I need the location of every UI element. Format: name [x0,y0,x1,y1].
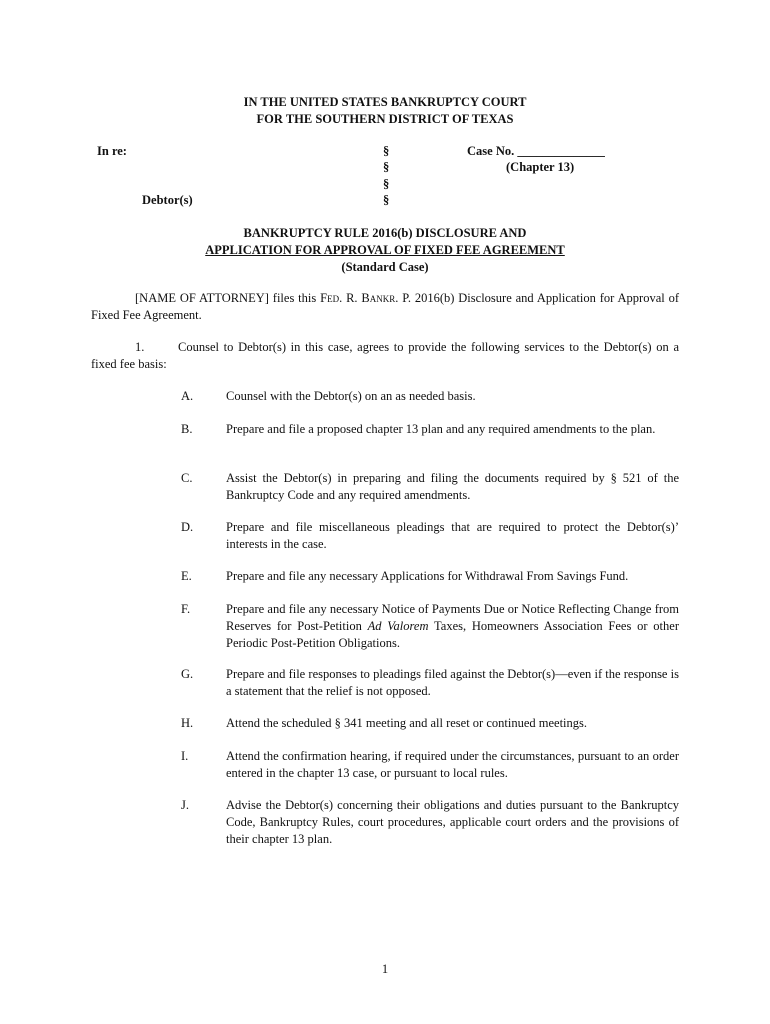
item-letter: B. [181,422,193,436]
paragraph-number: 1. [135,340,145,354]
item-letter: F. [181,602,191,616]
court-name: IN THE UNITED STATES BANKRUPTCY COURT [243,95,527,109]
list-item: Prepare and file any necessary Applications for Withdrawal From Savings Fund. [226,569,629,583]
page-number: 1 [381,962,389,976]
document-title [0,225,770,276]
item-letter: E. [181,569,192,583]
item-letter: A. [181,389,194,403]
paragraph-1 [91,339,679,373]
list-item: Counsel with the Debtor(s) on an as needed basis. [226,389,476,403]
list-item: Attend the confirmation hearing, if required under the circumstances, pursuant to an order entered in the chapter 13 case, or pursuant to local rules. [226,749,679,780]
list-item: Attend the scheduled § 341 meeting and all reset or continued meetings. [226,716,588,730]
item-text-italic: Ad Valorem [367,619,429,633]
item-letter: H. [181,716,194,730]
section-symbol: § [383,193,390,207]
court-header [0,94,770,128]
list-item: Prepare and file responses to pleadings filed against the Debtor(s)—even if the response is a statement that the relief is not opposed. [226,667,679,698]
rule-citation: Fed. R. Bankr. P. [320,291,411,305]
section-symbol: § [383,177,390,191]
list-item: Prepare and file a proposed chapter 13 plan and any required amendments to the plan. [226,422,656,436]
list-item: Prepare and file miscellaneous pleadings that are required to protect the Debtor(s)’ interests in the case. [226,520,679,551]
intro-text-1: [NAME OF ATTORNEY] files this [135,291,321,305]
item-text-part: Prepare and file any necessary Notice of Payments Due or Notice Reflecting Change from Reserves for Post-Petition [226,602,679,633]
item-letter: J. [181,798,189,812]
list-item [226,601,679,652]
item-text-part: Taxes, Homeowners Association Fees or other Periodic Post-Petition Obligations. [226,619,679,650]
title-line-2: APPLICATION FOR APPROVAL OF FIXED FEE AGREEMENT [205,243,565,257]
item-letter: D. [181,520,194,534]
court-district: FOR THE SOUTHERN DISTRICT OF TEXAS [256,112,514,126]
item-letter: C. [181,471,193,485]
debtor-label: Debtor(s) [142,193,193,207]
case-number: Case No. ______________ [467,144,605,158]
intro-paragraph [91,290,679,324]
in-re-label: In re: [97,144,127,158]
section-symbol: § [383,144,390,158]
item-letter: G. [181,667,194,681]
intro-text-2: 2016(b) Disclosure and Application for Approval of Fixed Fee Agreement. [91,291,679,322]
section-symbol: § [383,160,390,174]
title-line-1: BANKRUPTCY RULE 2016(b) DISCLOSURE AND [243,226,527,240]
list-item: Assist the Debtor(s) in preparing and filing the documents required by § 521 of the Bankruptcy Code and any required amendments. [226,471,679,502]
list-item: Advise the Debtor(s) concerning their obligations and duties pursuant to the Bankruptcy Code, Bankruptcy Rules, court procedures, applicable court orders and the provisions of their chapter 13 plan. [226,798,679,846]
paragraph-text: Counsel to Debtor(s) in this case, agrees to provide the following services to the Debtor(s) on a fixed fee basis: [91,340,679,371]
title-subtitle: (Standard Case) [341,260,429,274]
chapter-label: (Chapter 13) [506,160,575,174]
item-letter: I. [181,749,189,763]
